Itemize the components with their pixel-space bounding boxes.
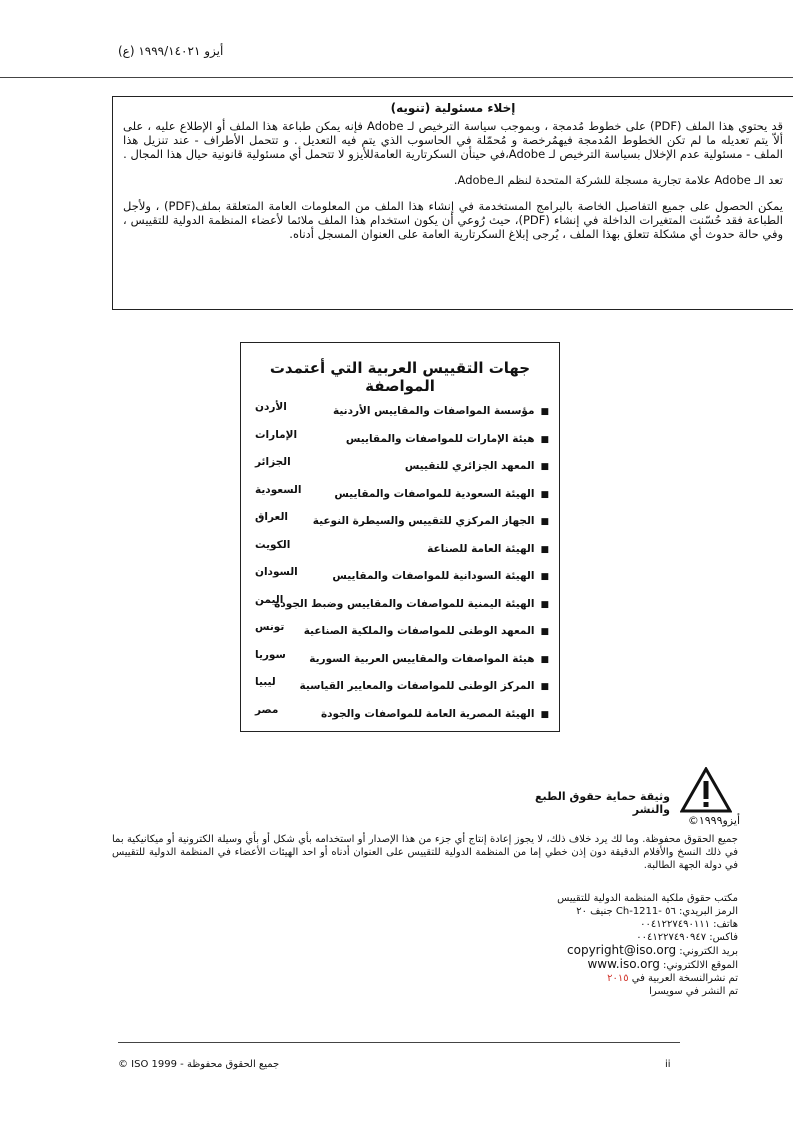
email-link[interactable]: copyright@iso.org — [567, 943, 677, 957]
country-name: مصر — [255, 703, 279, 716]
footer-divider — [118, 1042, 680, 1043]
country-name: العراق — [255, 511, 288, 523]
standards-body-name: ■المعهد الجزائري للتقييس — [404, 460, 549, 472]
standards-body-row — [255, 428, 549, 453]
bullet-icon: ■ — [540, 709, 549, 720]
country-name: الأردن — [255, 401, 287, 413]
standards-body-row — [255, 538, 549, 563]
bullet-icon: ■ — [540, 462, 549, 472]
standards-body-name: ■الهيئة السعودية للمواصفات والمقاييس — [334, 487, 549, 500]
standards-body-row — [255, 621, 549, 645]
office-fax: فاكس: ٠٠٤١٢٢٧٤٩٠٩٤٧ — [636, 932, 738, 943]
standards-body-row — [255, 593, 549, 618]
country-name: السعودية — [255, 483, 302, 496]
bullet-icon: ■ — [540, 627, 549, 637]
standards-body-row — [255, 676, 549, 700]
standards-body-row — [255, 511, 549, 535]
bullet-icon: ■ — [540, 682, 549, 692]
bullet-icon: ■ — [540, 572, 549, 582]
standards-body-name: ■المعهد الوطنى للمواصفات والملكية الصناعية — [303, 625, 549, 637]
copyright-notice-title: وثيقة حماية حقوق الطبع والنشر — [535, 790, 670, 816]
standards-bodies-box — [240, 342, 560, 732]
office-heading: مكتب حقوق ملكية المنظمة الدولية للتقييس — [557, 893, 738, 904]
standards-title: جهات التقييس العربية التي أعتمدت المواصفة — [269, 359, 531, 395]
office-web: الموقع الالكتروني: www.iso.org — [587, 957, 738, 971]
country-name: سوريا — [255, 648, 286, 661]
office-phone: هاتف: ٠٠٤١٢٢٧٤٩٠١١١ — [640, 919, 738, 930]
country-name: الجزائر — [255, 456, 291, 468]
standards-body-name: ■الهيئة العامة للصناعة — [427, 542, 549, 555]
iso-office-address — [380, 892, 738, 998]
standards-body-name: ■الجهاز المركزي للتقييس والسيطرة النوعية — [312, 515, 549, 527]
copyright-year: أيزو١٩٩٩© — [687, 814, 740, 827]
copyright-text: جميع الحقوق محفوظة. وما لك يرد خلاف ذلك، لا يجوز إعادة إنتاج أي جزء من هذا الإصدار أو استخدامه بأي شكل أو بأي وسيلة الكترونية أو ميكانيكية بما في ذلك النسخ والأفلام الدقيقة دون إذن خطي إما من المنظمة الدولية للتقييس على العنوان أدناه أو احد الهيئات الأعضاء في المنظمة الدولية للتقييس في دولة الجهة الطالبة. — [112, 834, 738, 871]
country-name: الكويت — [255, 538, 291, 551]
warning-icon — [680, 767, 732, 813]
bullet-icon: ■ — [540, 654, 549, 665]
standards-body-name: ■هيئة الإمارات للمواصفات والمقاييس — [345, 432, 549, 445]
country-name: اليمن — [255, 593, 284, 606]
bullet-icon: ■ — [540, 517, 549, 527]
disclaimer-paragraph-2: تعد الـ Adobe علامة تجارية مسجلة للشركة المتحدة لنظم الـAdobe. — [453, 173, 783, 187]
standards-body-name: ■هيئة المواصفات والمقاييس العربية السورية — [309, 652, 549, 665]
standards-body-name: ■مؤسسة المواصفات والمقاييس الأردنية — [332, 405, 549, 417]
standards-body-row — [255, 703, 549, 728]
bullet-icon: ■ — [540, 489, 549, 500]
website-link[interactable]: www.iso.org — [587, 957, 660, 971]
country-name: السودان — [255, 566, 298, 578]
bullet-icon: ■ — [540, 434, 549, 445]
disclaimer-title: إخلاء مسئولية (تنويه) — [390, 101, 516, 115]
bullet-icon: ■ — [540, 544, 549, 555]
disclaimer-paragraph-3: يمكن الحصول على جميع التفاصيل الخاصة بالبرامج المستخدمة في إنشاء هذا الملف من المعلومات العامة المتعلقة بملف(PDF) ، ولأجل الطباعة فقد حُسّنت المتغيرات الداخلة في إنشاء (PDF)، حيث رُوعي أن يكون استخدام هذا الملف ملائما لأعضاء المنظمة الدولية للتقييس ، وفي حالة حدوث أي مشكلة تتعلق بهذا الملف ، يُرجى إبلاغ السكرتارية العامة على العنوان المسجل أدناه. — [123, 199, 783, 241]
standards-body-name: ■المركز الوطنى للمواصفات والمعايير القياسية — [299, 680, 549, 692]
document-code: أيزو ١٩٩٩/١٤٠٢١ (ع) — [118, 44, 224, 58]
office-printed: تم النشر في سويسرا — [649, 986, 738, 997]
standards-body-name: ■الهيئة السودانية للمواصفات والمقاييس — [332, 570, 549, 582]
page-number: ii — [665, 1059, 671, 1070]
standards-body-row — [255, 648, 549, 673]
office-published: تم نشرالنسخة العربية في ٢٠١٥ — [607, 973, 738, 984]
country-name: الإمارات — [255, 428, 298, 441]
office-email: بريد الكتروني: copyright@iso.org — [567, 943, 738, 957]
standards-body-row — [255, 483, 549, 508]
standards-body-name: ■الهيئة اليمنية للمواصفات والمقاييس وضبط الجودة — [274, 597, 549, 610]
header-divider — [0, 77, 793, 78]
disclaimer-paragraph-1: قد يحتوي هذا الملف (PDF) على خطوط مُدمجة ، وبموجب سياسة الترخيص لـ Adobe فإنه يمكن طباعة هذا الملف أو الإطلاع عليه ، على ألاّ يتم تعديله ما لم تكن الخطوط المُدمجة فيهمُرخصة و مُحمّلة في الحاسوب الذي يتم فيه التعديل . و تتحمل الأطراف - عند تنزيل هذا الملف - مسئولية عدم الإخلال بسياسة الترخيص لـ Adobe،في حينأن السكرتارية العامةللأيزو لا تتحمل أي مسئولية قانونية حيال هذا المجال . — [123, 119, 783, 161]
standards-body-row — [255, 401, 549, 425]
standards-body-name: ■الهيئة المصرية العامة للمواصفات والجودة — [320, 707, 549, 720]
country-name: ليبيا — [255, 676, 276, 688]
standards-body-row — [255, 456, 549, 480]
bullet-icon: ■ — [540, 599, 549, 610]
office-postal: الرمز البريدي: ٥٦ Ch-1211- جنيف ٢٠ — [576, 906, 738, 917]
standards-body-row — [255, 566, 549, 590]
disclaimer-box — [112, 96, 793, 310]
country-name: تونس — [255, 621, 285, 633]
bullet-icon: ■ — [540, 407, 549, 417]
footer-copyright: © ISO 1999 - جميع الحقوق محفوظة — [118, 1059, 280, 1070]
